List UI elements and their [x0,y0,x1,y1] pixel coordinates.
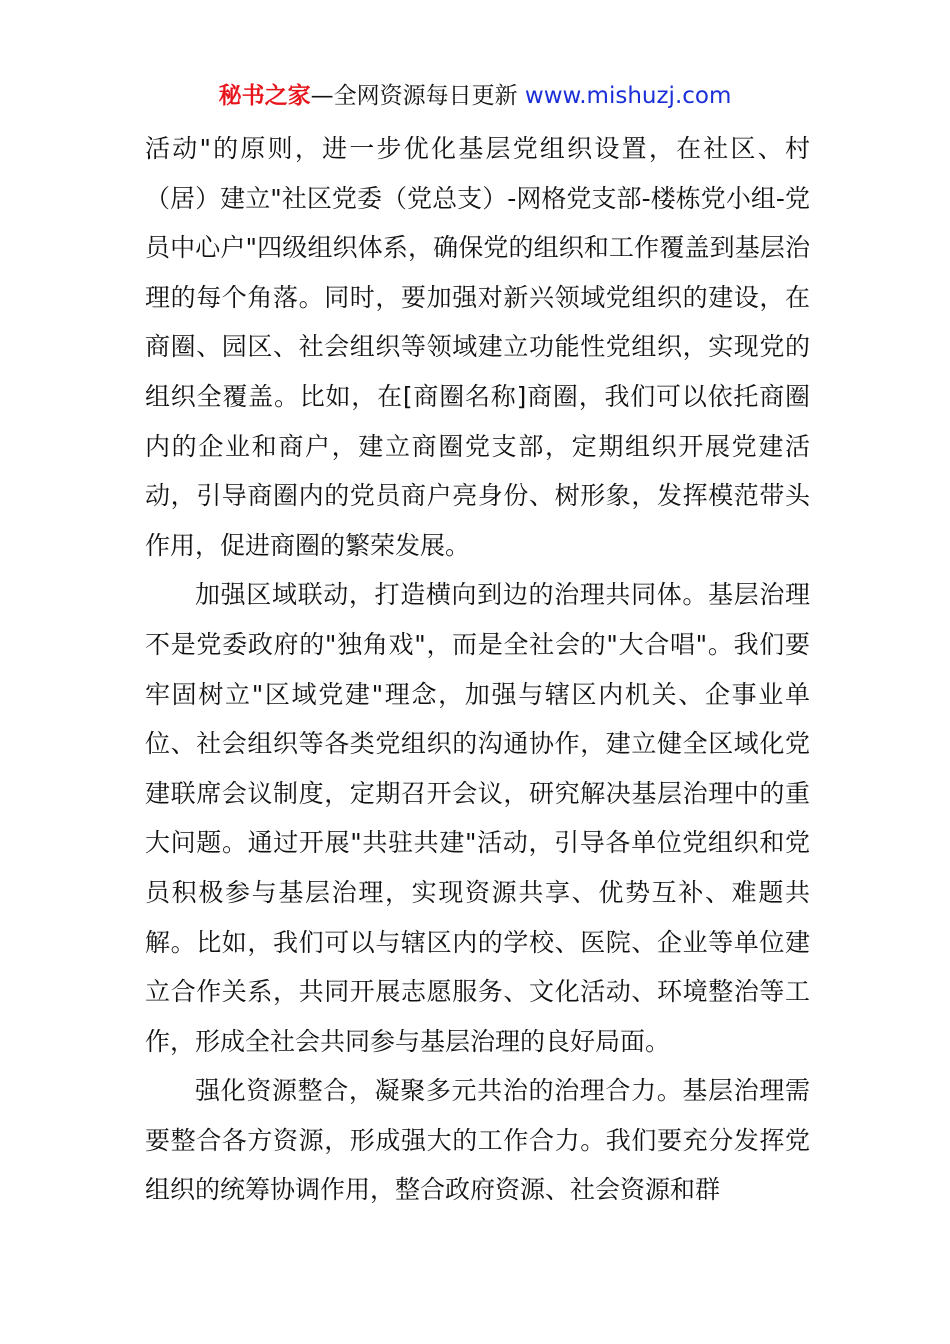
site-tagline: —全网资源每日更新 [310,83,525,109]
paragraph-1: 活动"的原则，进一步优化基层党组织设置，在社区、村（居）建立"社区党委（党总支）-网格党支部-楼栋党小组-党员中心户"四级组织体系，确保党的组织和工作覆盖到基层治理的每个角落。同时，要加强对新兴领域党组织的建设，在商圈、园区、社会组织等领域建立功能性党组织，实现党的组织全覆盖。比如，在[商圈名称]商圈，我们可以依托商圈内的企业和商户，建立商圈党支部，定期组织开展党建活动，引导商圈内的党员商户亮身份、树形象，发挥模范带头作用，促进商圈的繁荣发展。 [145,134,810,560]
paragraph-3: 强化资源整合，凝聚多元共治的治理合力。基层治理需要整合各方资源，形成强大的工作合力。我们要充分发挥党组织的统筹协调作用，整合政府资源、社会资源和群 [145,1076,810,1205]
site-brand: 秘书之家 [218,83,311,109]
document-body [145,124,810,1215]
site-url-link[interactable]: www.mishuzj.com [524,83,732,109]
page-header [0,80,950,112]
paragraph-2: 加强区域联动，打造横向到边的治理共同体。基层治理不是党委政府的"独角戏"，而是全社会的"大合唱"。我们要牢固树立"区域党建"理念，加强与辖区内机关、企事业单位、社会组织等各类党组织的沟通协作，建立健全区域化党建联席会议制度，定期召开会议，研究解决基层治理中的重大问题。通过开展"共驻共建"活动，引导各单位党组织和党员积极参与基层治理，实现资源共享、优势互补、难题共解。比如，我们可以与辖区内的学校、医院、企业等单位建立合作关系，共同开展志愿服务、文化活动、环境整治等工作，形成全社会共同参与基层治理的良好局面。 [145,580,810,1056]
